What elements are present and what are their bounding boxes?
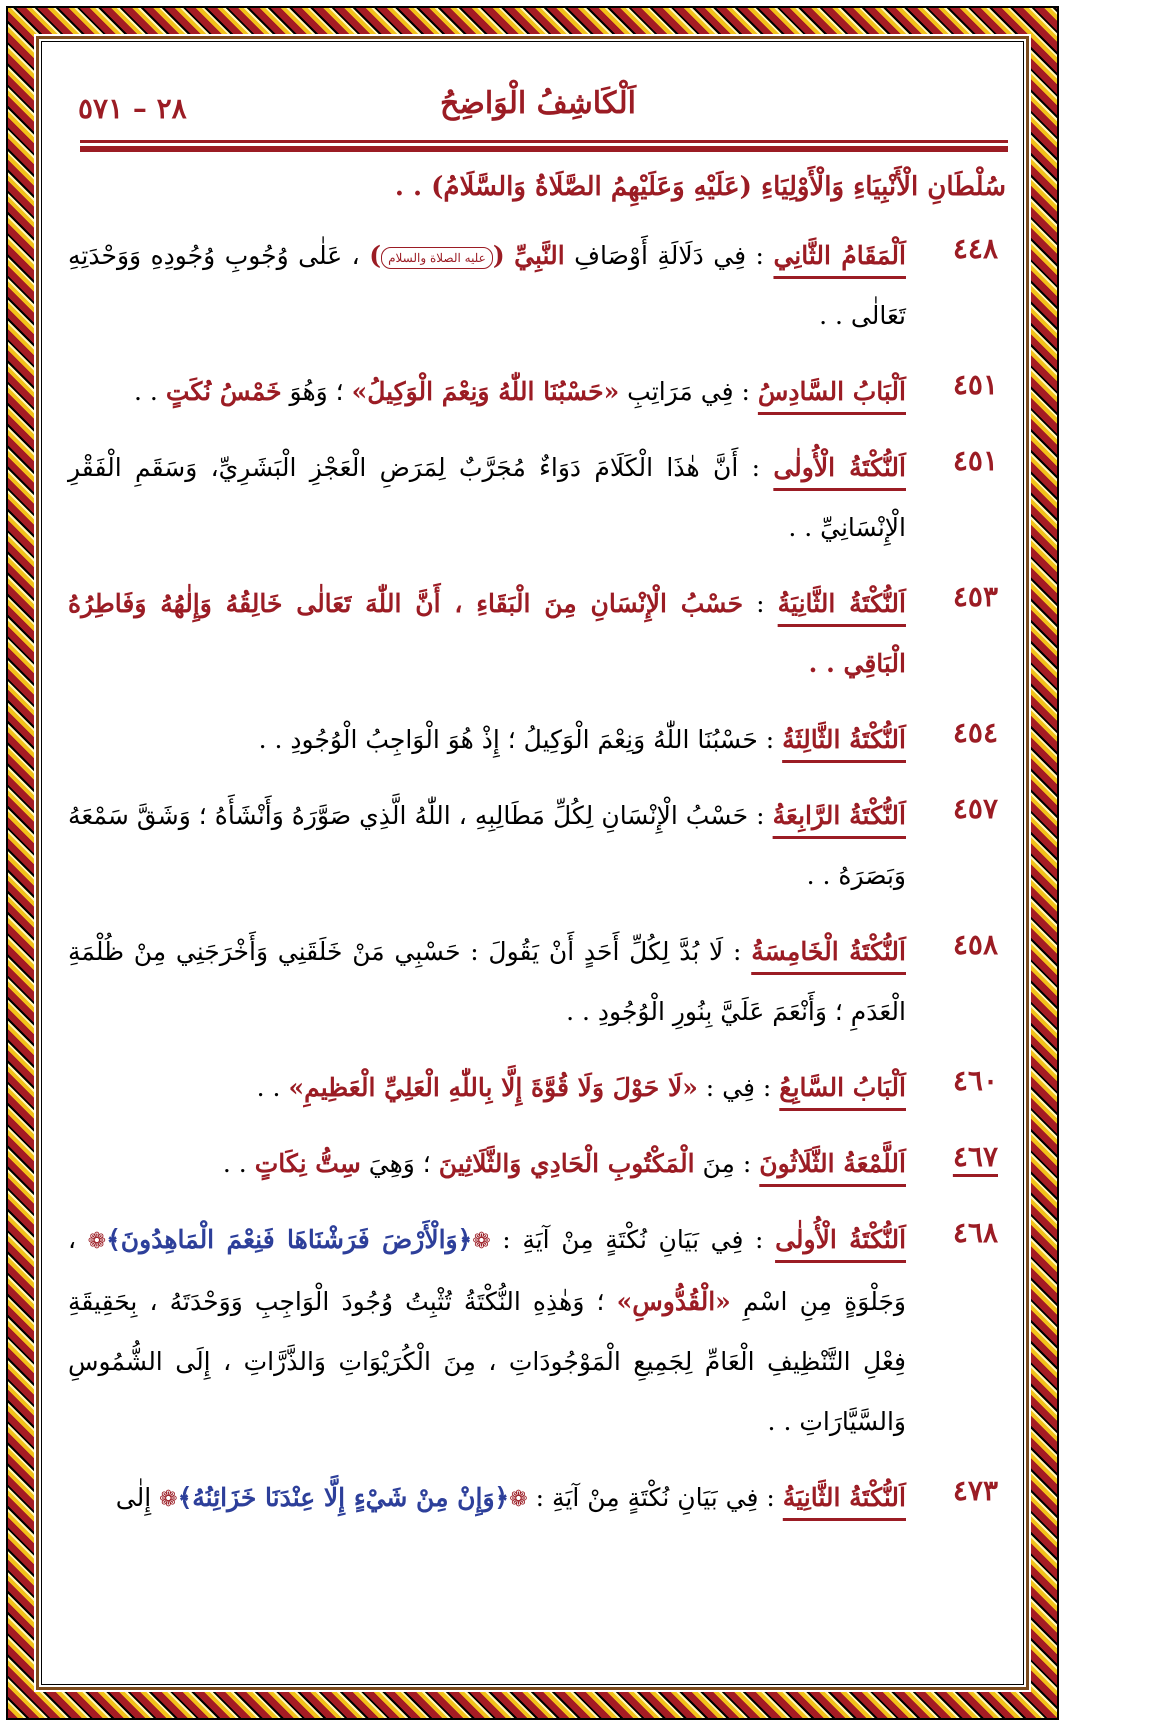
entry-text-c: ؛ وَهٰذِهِ النُّكْتَةُ تُثْبِتُ وُجُودَ الْوَاجِبِ وَوَحْدَتَهُ ، بِحَقِيقَةِ فِعْلِ التَّنْظِيفِ الْعَامِّ لِجَمِيعِ الْمَوْجُودَاتِ ، مِنَ الْكُرَيْوَاتِ وَالذَّرَّاتِ ، إِلَى الشُّمُوسِ وَالسَّيَّارَاتِ . . [68, 1287, 906, 1436]
header-rule-thick [80, 146, 1008, 152]
separator: : [757, 725, 783, 754]
entry-text-c: . . [222, 1149, 255, 1178]
entry-text-a: أَنَّ هٰذَا الْكَلَامَ دَوَاءٌ مُجَرَّبٌ لِمَرَضِ الْعَجْزِ الْبَشَرِيِّ، وَسَقَمِ الْفَقْرِ الْإِنْسَانِيِّ . . [68, 453, 906, 542]
entry-text [68, 786, 906, 906]
entry-page-number: ٤٥١ [952, 368, 998, 401]
toc-entry[interactable] [68, 922, 1008, 1042]
entry-label: اَلْبَابُ السَّادِسُ [757, 377, 906, 406]
separator: : [746, 241, 774, 270]
entry-text [68, 710, 906, 770]
entry-red-a: الْمَكْتُوبِ الْحَادِي وَالثَّلَاثِينَ [438, 1149, 695, 1178]
quran-verse: ﴿وَإِنْ مِنْ شَيْءٍ إِلَّا عِنْدَنَا خَزَائِنُهُ﴾ [177, 1483, 510, 1512]
separator: : [743, 1225, 776, 1254]
separator: : [748, 801, 773, 830]
entry-text-a: حَسْبُنَا اللّٰهُ وَنِعْمَ الْوَكِيلُ ؛ إِذْ هُوَ الْوَاجِبُ الْوُجُودِ . . [258, 725, 758, 754]
entry-label: اَلْمَقَامُ الثَّانِي [773, 241, 906, 270]
separator: : [754, 1073, 780, 1102]
entry-label: اَلنُّكْتَةُ الثَّالِثَةُ [782, 725, 906, 754]
entry-page-number: ٤٥١ [952, 444, 998, 477]
entry-text-c: . . [134, 377, 166, 406]
quran-verse: ﴿وَالْأَرْضَ فَرَشْنَاهَا فَنِعْمَ الْمَاهِدُونَ﴾ [106, 1225, 473, 1254]
entry-text-a: حَسْبُ الْإِنْسَانِ لِكُلِّ مَطَالِبِهِ ، اللّٰهُ الَّذِي صَوَّرَهُ وَأَنْشَأَهُ ؛ وَشَقَّ سَمْعَهُ وَبَصَرَهُ . . [68, 801, 906, 890]
entry-label: اَلنُّكْتَةُ الرَّابِعَةُ [772, 801, 906, 830]
entry-label: اَلنُّكْتَةُ الْخَامِسَةُ [751, 937, 906, 966]
entry-text-b: . . [256, 1073, 289, 1102]
entry-text-b: ؛ وَهُوَ [281, 377, 352, 406]
rosette-icon: ❁ [472, 1229, 491, 1254]
separator: : [758, 1483, 783, 1512]
entry-text-b: ، وَجَلْوَةٍ مِنِ اسْمِ [68, 1225, 906, 1316]
entry-page-number: ٤٦٠ [952, 1064, 998, 1097]
page-content [68, 78, 1008, 1530]
toc-entry[interactable] [68, 1134, 1008, 1194]
salawat-calligraphy-icon: عليه الصلاة والسلام [381, 247, 493, 269]
toc-entry[interactable] [68, 362, 1008, 422]
entry-label: اَللَّمْعَةُ الثَّلَاثُونَ [759, 1149, 906, 1178]
entry-page-number: ٤٤٨ [952, 232, 998, 265]
separator: : [723, 937, 752, 966]
entry-red-b: سِتُّ نِكَاتٍ [254, 1149, 361, 1178]
header-rule-thin [80, 140, 1008, 143]
salawat-close: ) [369, 241, 382, 270]
entry-text [68, 362, 906, 422]
entry-red-b: «الْقُدُّوسِ» [616, 1287, 731, 1316]
entry-text [68, 574, 906, 694]
page-range: ٢٨ – ٥٧١ [78, 92, 187, 125]
entry-red-a: «لَا حَوْلَ وَلَا قُوَّةَ إِلَّا بِاللّٰهِ الْعَلِيِّ الْعَظِيمِ» [288, 1073, 698, 1102]
entry-text [68, 1058, 906, 1118]
entry-page-number: ٤٧٣ [952, 1474, 998, 1507]
toc-entry[interactable] [68, 710, 1008, 770]
entry-text-a: فِي دَلَالَةِ أَوْصَافِ [564, 241, 747, 270]
entry-text [68, 922, 906, 1042]
entry-text-a: فِي بَيَانِ نُكْتَةٍ مِنْ آيَةِ : [527, 1483, 759, 1512]
entry-text [68, 1468, 906, 1530]
entry-page-number: ٤٦٨ [952, 1216, 998, 1249]
entry-page-number: ٤٥٨ [952, 928, 998, 961]
rosette-icon: ❁ [159, 1487, 178, 1512]
toc-entry[interactable] [68, 1210, 1008, 1452]
page-frame [6, 6, 1059, 1720]
toc-entry[interactable] [68, 226, 1008, 346]
separator: : [734, 1149, 760, 1178]
entry-text-a: فِي : [697, 1073, 755, 1102]
entry-text [68, 1210, 906, 1452]
continuation-line: سُلْطَانِ الْأَنْبِيَاءِ وَالْأَوْلِيَاءِ (عَلَيْهِ وَعَلَيْهِمُ الصَّلَاةُ وَالسَّلَامُ) . . [394, 172, 1006, 202]
entry-text-b: ؛ وَهِيَ [360, 1149, 439, 1178]
entry-text-a: مِنَ [694, 1149, 735, 1178]
entry-red-a: النَّبِيِّ [514, 241, 565, 270]
entry-text-a: فِي بَيَانِ نُكْتَةٍ مِنْ آيَةِ : [490, 1225, 744, 1254]
entry-page-number: ٤٥٧ [952, 792, 998, 825]
salawat-open: ( [492, 241, 505, 270]
toc-entry[interactable] [68, 1058, 1008, 1118]
book-title: اَلْكَاشِفُ الْوَاضِحُ [440, 86, 636, 121]
entry-page-number: ٤٥٤ [952, 716, 998, 749]
entry-text [68, 438, 906, 558]
rosette-icon: ❁ [509, 1487, 528, 1512]
toc-entry[interactable] [68, 438, 1008, 558]
separator: : [743, 589, 778, 618]
entry-label: اَلنُّكْتَةُ الْأُولٰى [775, 1225, 907, 1254]
entry-label: اَلنُّكْتَةُ الْأُولٰى [773, 453, 906, 482]
entry-label: اَلنُّكْتَةُ الثَّانِيَةُ [782, 1483, 906, 1512]
rosette-icon: ❁ [87, 1229, 107, 1254]
entry-text-b: ، عَلٰى وُجُوبِ وُجُودِهِ وَوَحْدَتِهِ تَعَالٰى . . [68, 241, 906, 330]
entry-red-b: خَمْسُ نُكَتٍ [165, 377, 282, 406]
separator: : [733, 377, 758, 406]
entry-text-a: فِي مَرَاتِبِ [619, 377, 734, 406]
entry-label: اَلنُّكْتَةُ الثَّانِيَةُ [777, 589, 906, 618]
separator: : [738, 453, 774, 482]
entry-text [68, 1134, 906, 1194]
entry-red-a: حَسْبُ الْإِنْسَانِ مِنَ الْبَقَاءِ ، أَنَّ اللّٰهَ تَعَالٰى خَالِقُهُ وَإِلٰهُهُ وَفَاطِرُهُ الْبَاقِي . . [68, 589, 906, 678]
entry-text [68, 226, 906, 346]
entry-page-number: ٤٦٧ [952, 1140, 998, 1173]
toc-entry[interactable] [68, 574, 1008, 694]
entry-text-b: إِلٰى [115, 1483, 160, 1512]
running-header [68, 78, 1008, 154]
entry-text-a: لَا بُدَّ لِكُلِّ أَحَدٍ أَنْ يَقُولَ : حَسْبِي مَنْ خَلَقَنِي وَأَخْرَجَنِي مِنْ ظُلْمَةِ الْعَدَمِ ؛ وَأَنْعَمَ عَلَيَّ بِنُورِ الْوُجُودِ . . [68, 937, 906, 1026]
entry-red-a: «حَسْبُنَا اللّٰهُ وَنِعْمَ الْوَكِيلُ» [351, 377, 620, 406]
toc-entry[interactable] [68, 1468, 1008, 1530]
entry-label: اَلْبَابُ السَّابِعُ [779, 1073, 906, 1102]
toc-entry[interactable] [68, 786, 1008, 906]
entry-page-number: ٤٥٣ [952, 580, 998, 613]
